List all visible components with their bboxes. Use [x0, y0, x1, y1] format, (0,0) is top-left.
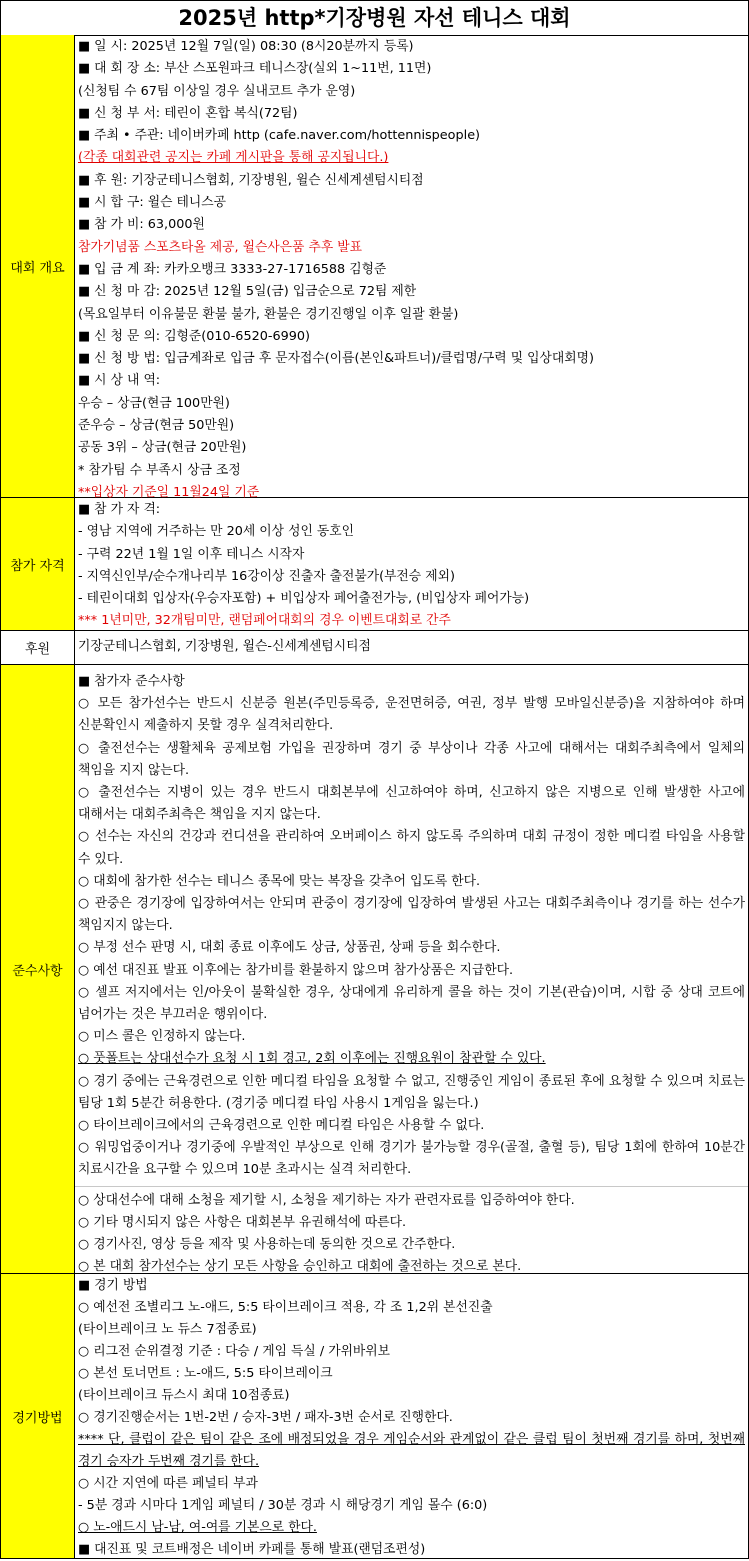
section-content	[75, 498, 748, 630]
overview-division: ■ 신 청 부 서: 테린이 혼합 복식(72팀)	[78, 105, 298, 121]
section-method	[0, 1274, 749, 1559]
method-special-note: **** 단, 클럽이 같은 팀이 같은 조에 배정되었을 경우 게임순서와 관계없이 같은 클럽 팀이 첫번째 경기를 하며, 첫번째 경기 승자가 두번째 경기를 한다.	[78, 1432, 745, 1469]
rules-divider	[75, 1186, 748, 1187]
section-content	[75, 631, 748, 664]
eligibility-item: - 영남 지역에 거주하는 만 20세 이상 성인 동호인	[78, 524, 354, 540]
method-item: ○ 시간 지연에 따른 페널티 부과	[78, 1476, 258, 1491]
rule-item: ○ 미스 콜은 인정하지 않는다.	[78, 1029, 246, 1045]
overview-apply-method: ■ 신 청 방 법: 입금계좌로 입금 후 문자접수(이름(본인&파트너)/클럽명/구력 및 입상대회명)	[78, 351, 594, 367]
eligibility-heading: ■ 참 가 자 격:	[78, 502, 161, 517]
method-item: ○ 경기진행순서는 1번-2번 / 승자-3번 / 패자-3번 순서로 진행한다.	[78, 1410, 453, 1425]
overview-gift: 참가기념품 스포츠타올 제공, 윌슨사은품 추후 발표	[78, 239, 363, 255]
overview-deadline: ■ 신 청 마 감: 2025년 12월 5일(금) 입금순으로 72팀 제한	[78, 284, 417, 300]
overview-notice: (각종 대회관련 공지는 카페 게시판을 통해 공지됩니다.)	[78, 150, 389, 166]
overview-prize-2nd: 준우승 – 상금(현금 50만원)	[78, 418, 235, 434]
rule-item: ○ 대회에 참가한 선수는 테니스 종목에 맞는 복장을 갖추어 입도록 한다.	[78, 873, 481, 889]
overview-contact: ■ 신 청 문 의: 김형준(010-6520-6990)	[78, 328, 311, 344]
page-title: 2025년 http*기장병원 자선 테니스 대회	[0, 0, 749, 36]
section-content	[75, 1274, 748, 1558]
overview-prize-3rd: 공동 3위 – 상금(현금 20만원)	[78, 440, 247, 456]
section-label: 준수사항	[1, 665, 75, 1273]
overview-prize-1st: 우승 – 상금(현금 100만원)	[78, 395, 230, 411]
method-item: ○ 본선 토너먼트 : 노-애드, 5:5 타이브레이크	[78, 1366, 333, 1381]
overview-account: ■ 입 금 계 좌: 카카오뱅크 3333-27-1716588 김형준	[78, 261, 387, 277]
rule-item: ○ 예선 대진표 발표 이후에는 참가비를 환불하지 않으며 참가상품은 지급한다.	[78, 962, 514, 978]
overview-venue-note: (신청팀 수 67팀 이상일 경우 실내코트 추가 운영)	[78, 83, 356, 99]
section-label: 경기방법	[1, 1274, 75, 1558]
sponsor-text: 기장군테니스협회, 기장병원, 윌슨-신세계센텀시티점	[78, 639, 371, 654]
section-rules	[0, 665, 749, 1274]
overview-sponsor: ■ 후 원: 기장군테니스협회, 기장병원, 윌슨 신세계센텀시티점	[78, 172, 424, 188]
section-overview	[0, 35, 749, 498]
overview-prizes-heading: ■ 시 상 내 역:	[78, 373, 161, 389]
rule-item: ○ 셀프 저지에서는 인/아웃이 불확실한 경우, 상대에게 유리하게 콜을 하는 것이 기본(관습)이며, 시합 중 상대 코트에 넘어가는 것은 부끄러운 행위이다.	[78, 984, 745, 1023]
rule-item: ○ 워밍업중이거나 경기중에 우발적인 부상으로 인해 경기가 불가능할 경우(골절, 출혈 등), 팀당 1회에 한하여 10분간 치료시간을 요구할 수 있으며 10분 초과시는 실격 처리한다.	[78, 1140, 745, 1178]
method-heading: ■ 경기 방법	[78, 1278, 148, 1293]
method-item: ○ 리그전 순위결정 기준 : 다승 / 게임 득실 / 가위바위보	[78, 1344, 391, 1359]
rule-item: ○ 출전선수는 지병이 있는 경우 반드시 대회본부에 신고하여야 하며, 신고하지 않은 지병으로 인해 발생한 사고에 대해서는 대회주최측은 책임을 지지 않는다.	[78, 785, 745, 823]
rule-item: ○ 관중은 경기장에 입장하여서는 안되며 관중이 경기장에 입장하여 발생된 사고는 대회주최측이나 경기를 하는 선수가 책임지지 않는다.	[78, 896, 745, 934]
rule-item-footfault: ○ 풋폴트는 상대선수가 요청 시 1회 경고, 2회 이후에는 진행요원이 참관할 수 있다.	[78, 1051, 546, 1067]
rule-item: ○ 타이브레이크에서의 근육경련으로 인한 메디컬 타임은 사용할 수 없다.	[78, 1118, 485, 1134]
section-sponsor	[0, 631, 749, 665]
rule-item: ○ 경기사진, 영상 등을 제작 및 사용하는데 동의한 것으로 간주한다.	[78, 1237, 456, 1253]
rule-item: ○ 기타 명시되지 않은 사항은 대회본부 유권해석에 따른다.	[78, 1214, 407, 1230]
section-content	[75, 35, 748, 500]
section-label: 대회 개요	[1, 35, 75, 497]
rule-item: ○ 상대선수에 대해 소청을 제기할 시, 소청을 제기하는 자가 관련자료를 입증하여야 한다.	[78, 1192, 575, 1208]
method-item: - 5분 경과 시마다 1게임 페널티 / 30분 경과 시 해당경기 게임 몰수 (6:0)	[78, 1498, 488, 1513]
rule-item: ○ 선수는 자신의 건강과 컨디션을 관리하여 오버페이스 하지 않도록 주의하며 대회 규정이 정한 메디컬 타임을 사용할 수 있다.	[78, 829, 745, 867]
method-item: (타이브레이크 노 듀스 7점종료)	[78, 1322, 257, 1337]
eligibility-item: - 테린이대회 입상자(우승자포함) + 비입상자 페어출전가능, (비입상자 페어가능)	[78, 591, 530, 607]
method-item: ■ 대진표 및 코트배정은 네이버 카페를 통해 발표(랜덤조편성)	[78, 1542, 426, 1557]
section-label: 후원	[1, 631, 75, 664]
rule-item: ○ 본 대회 참가선수는 상기 모든 사항을 승인하고 대회에 출전하는 것으로 본다.	[78, 1259, 522, 1275]
rule-item: ○ 경기 중에는 근육경련으로 인한 메디컬 타임을 요청할 수 없고, 진행중인 게임이 종료된 후에 요청할 수 있으며 치료는 팀당 1회 5분간 허용한다. (경기중 메디컬 타임 사용시 1게임을 잃는다.)	[78, 1073, 745, 1111]
overview-date: ■ 일 시: 2025년 12월 7일(일) 08:30 (8시20분까지 등록)	[78, 39, 414, 54]
overview-fee: ■ 참 가 비: 63,000원	[78, 217, 205, 233]
overview-host: ■ 주최 • 주관: 네이버카페 http (cafe.naver.com/hottennispeople)	[78, 128, 481, 144]
overview-prize-note: * 참가팀 수 부족시 상금 조정	[78, 462, 241, 478]
section-content	[75, 665, 748, 1273]
rule-item: ○ 부정 선수 판명 시, 대회 종료 이후에도 상금, 상품권, 상패 등을 회수한다.	[78, 940, 501, 956]
overview-ball: ■ 시 합 구: 윌슨 테니스공	[78, 195, 226, 211]
rules-heading: ■ 참가자 준수사항	[78, 674, 185, 689]
eligibility-note: *** 1년미만, 32개팀미만, 랜덤페어대회의 경우 이벤트대회로 간주	[78, 613, 451, 629]
method-item: (타이브레이크 듀스시 최대 10점종료)	[78, 1388, 290, 1403]
overview-venue: ■ 대 회 장 소: 부산 스포원파크 테니스장(실외 1~11번, 11면)	[78, 61, 432, 77]
method-item: ○ 예선전 조별리그 노-애드, 5:5 타이브레이크 적용, 각 조 1,2위 본선진출	[78, 1300, 493, 1315]
overview-refund: (목요일부터 이유불문 환불 불가, 환불은 경기진행일 이후 일괄 환불)	[78, 306, 459, 322]
method-noad-rule: ○ 노-애드시 남-남, 여-여를 기본으로 한다.	[78, 1520, 317, 1535]
section-label: 참가 자격	[1, 498, 75, 630]
rule-item: ○ 출전선수는 생활체육 공제보험 가입을 권장하며 경기 중 부상이나 각종 사고에 대해서는 대회주최측에서 일체의 책임을 지지 않는다.	[78, 740, 745, 778]
rule-item: ○ 모든 참가선수는 반드시 신분증 원본(주민등록증, 운전면허증, 여권, 정부 발행 모바일신분증)을 지참하여야 하며 신분확인시 제출하지 못할 경우 실격처리한다.	[78, 696, 745, 734]
eligibility-item: - 구력 22년 1월 1일 이후 테니스 시작자	[78, 546, 305, 562]
overview-prize-basis: **입상자 기준일 11월24일 기준	[78, 484, 260, 500]
section-eligibility	[0, 498, 749, 631]
eligibility-item: - 지역신인부/순수개나리부 16강이상 진출자 출전불가(부전승 제외)	[78, 568, 455, 584]
